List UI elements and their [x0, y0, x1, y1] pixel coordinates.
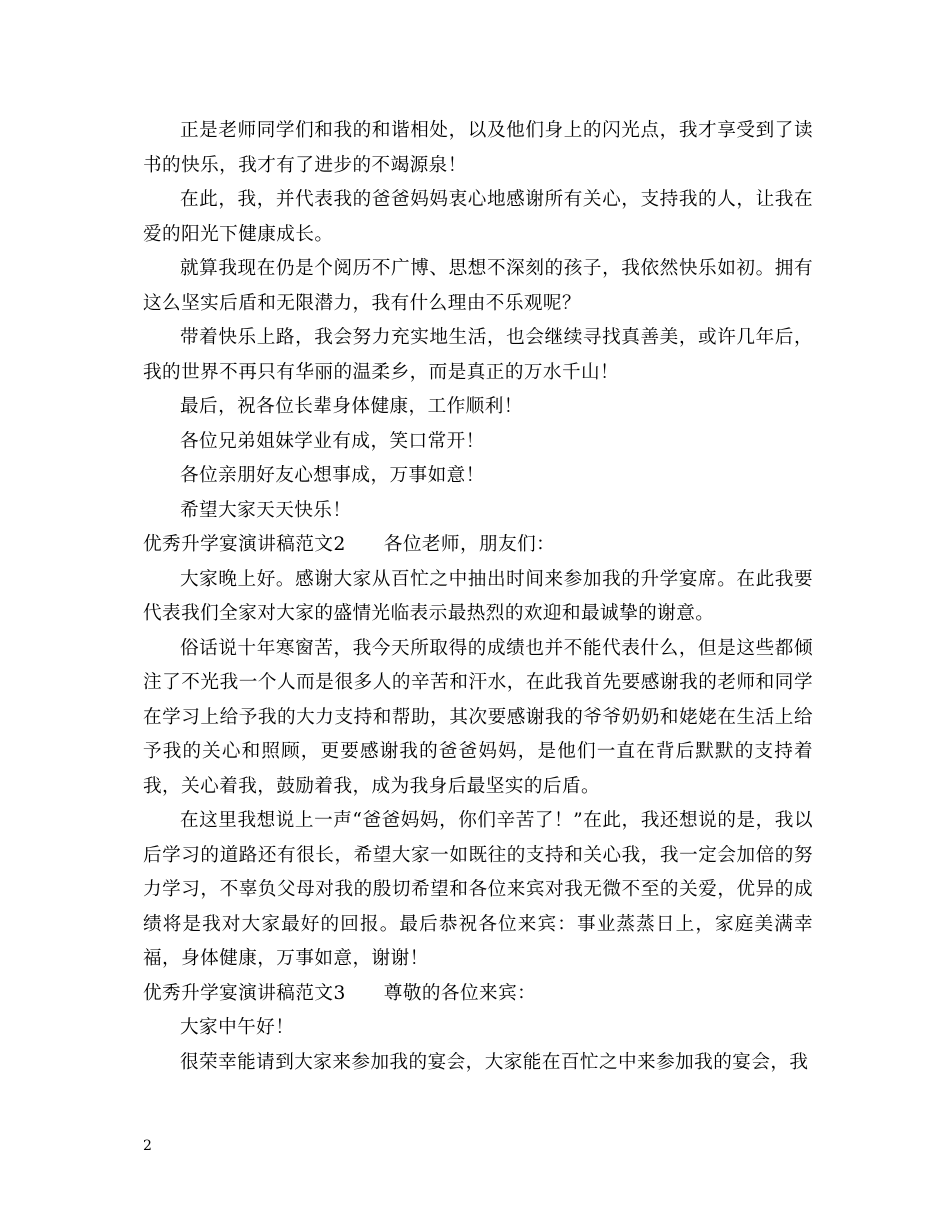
- paragraph: 各位兄弟姐妹学业有成，笑口常开！: [180, 430, 485, 452]
- paragraph: 俗话说十年寒窗苦，我今天所取得的成绩也并不能代表什么，但是这些都倾注了不光我一个人而是很多人的辛苦和汗水，在此我首先要感谢我的老师和同学在学习上给予我的大力支持和帮助，其次要感谢我的爷爷奶奶和姥姥在生活上给予我的关心和照顾，更要感谢我的爸爸妈妈，是他们一直在背后默默的支持着我，关心着我，鼓励着我，成为我身后最坚实的后盾。: [143, 637, 813, 797]
- paragraph: 在这里我想说上一声“爸爸妈妈，你们辛苦了！”在此，我还想说的是，我以后学习的道路还有很长，希望大家一如既往的支持和关心我，我一定会加倍的努力学习，不辜负父母对我的殷切希望和各位来宾对我无微不至的关爱，优异的成绩将是我对大家最好的回报。最后恭祝各位来宾：事业蒸蒸日上，家庭美满幸福，身体健康，万事如意，谢谢！: [143, 810, 813, 969]
- paragraph: 大家中午好！: [180, 1017, 295, 1038]
- paragraph: 很荣幸能请到大家来参加我的宴会，大家能在百忙之中来参加我的宴会，我: [180, 1051, 809, 1073]
- section-heading: 优秀升学宴演讲稿范文3 尊敬的各位来宾：: [143, 982, 537, 1004]
- section-heading: 优秀升学宴演讲稿范文2 各位老师，朋友们：: [143, 534, 556, 555]
- page-number: 2: [143, 1138, 152, 1154]
- paragraph: 正是老师同学们和我的和谐相处，以及他们身上的闪光点，我才享受到了读书的快乐，我才有了进步的不竭源泉！: [143, 120, 813, 176]
- paragraph: 大家晚上好。感谢大家从百忙之中抽出时间来参加我的升学宴席。在此我要代表我们全家对大家的盛情光临表示最热烈的欢迎和最诚挚的谢意。: [143, 568, 813, 624]
- paragraph: 各位亲朋好友心想事成，万事如意！: [180, 465, 485, 486]
- paragraph: 带着快乐上路，我会努力充实地生活，也会继续寻找真善美，或许几年后，我的世界不再只有华丽的温柔乡，而是真正的万水千山！: [143, 327, 813, 383]
- paragraph: 在此，我，并代表我的爸爸妈妈衷心地感谢所有关心，支持我的人，让我在爱的阳光下健康成长。: [143, 189, 813, 245]
- paragraph: 就算我现在仍是个阅历不广博、思想不深刻的孩子，我依然快乐如初。拥有这么坚实后盾和无限潜力，我有什么理由不乐观呢？: [143, 258, 813, 314]
- paragraph: 希望大家天天快乐！: [180, 499, 352, 521]
- document-body: [143, 114, 813, 1080]
- paragraph: 最后，祝各位长辈身体健康，工作顺利！: [180, 396, 523, 417]
